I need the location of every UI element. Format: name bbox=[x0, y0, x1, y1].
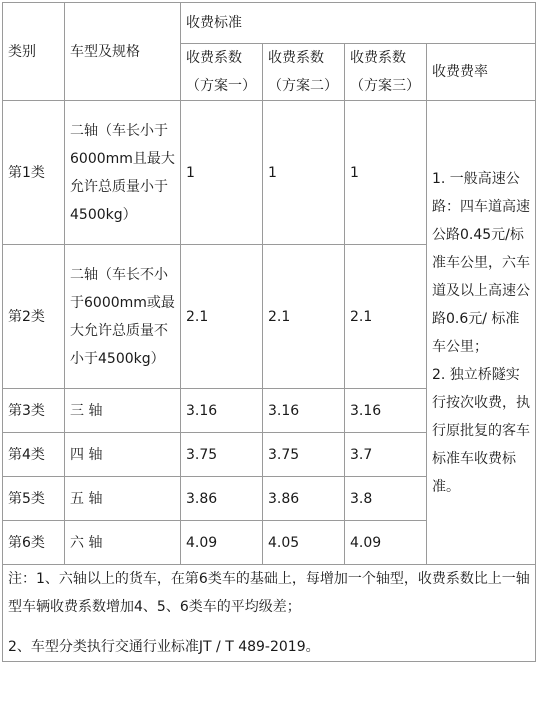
notes-row bbox=[3, 565, 536, 662]
category-cell: 第1类 bbox=[3, 101, 65, 245]
rate-item-1: 1. 一般高速公路：四车道高速公路0.45元/标准车公里，六车道及以上高速公路0.6元/ 标准车公里； bbox=[432, 170, 530, 355]
header-row-1 bbox=[3, 3, 536, 44]
coef-cell: 1 bbox=[181, 101, 263, 245]
header-rate: 收费费率 bbox=[427, 44, 536, 101]
coef-cell: 3.86 bbox=[181, 477, 263, 521]
toll-fee-table bbox=[2, 2, 536, 662]
coef-cell: 3.75 bbox=[181, 433, 263, 477]
coef-label: 收费系数 bbox=[268, 50, 324, 66]
coef-cell: 3.8 bbox=[345, 477, 427, 521]
coef-cell: 4.05 bbox=[263, 521, 345, 565]
coef-cell: 1 bbox=[345, 101, 427, 245]
plan-label: （方案三） bbox=[350, 78, 420, 94]
header-vehicle-spec: 车型及规格 bbox=[65, 3, 181, 101]
coef-cell: 4.09 bbox=[345, 521, 427, 565]
coef-cell: 3.16 bbox=[181, 389, 263, 433]
category-cell: 第2类 bbox=[3, 245, 65, 389]
coef-label: 收费系数 bbox=[186, 50, 242, 66]
coef-cell: 2.1 bbox=[181, 245, 263, 389]
plan-label: （方案一） bbox=[186, 78, 256, 94]
spec-cell: 二轴（车长小于6000mm且最大允许总质量小于4500kg） bbox=[65, 101, 181, 245]
note-1: 注：1、六轴以上的货车，在第6类车的基础上，每增加一个轴型，收费系数比上一轴型车辆收费系数增加4、5、6类车的平均级差； bbox=[8, 571, 530, 615]
header-coef-plan3 bbox=[345, 44, 427, 101]
coef-cell: 3.75 bbox=[263, 433, 345, 477]
plan-label: （方案二） bbox=[268, 78, 338, 94]
notes-cell bbox=[3, 565, 536, 662]
coef-label: 收费系数 bbox=[350, 50, 406, 66]
rate-cell bbox=[427, 101, 536, 565]
header-coef-plan2 bbox=[263, 44, 345, 101]
category-cell: 第5类 bbox=[3, 477, 65, 521]
coef-cell: 2.1 bbox=[345, 245, 427, 389]
spec-cell: 五 轴 bbox=[65, 477, 181, 521]
category-cell: 第3类 bbox=[3, 389, 65, 433]
spec-cell: 二轴（车长不小于6000mm或最大允许总质量不小于4500kg） bbox=[65, 245, 181, 389]
coef-cell: 4.09 bbox=[181, 521, 263, 565]
header-fee-standard: 收费标准 bbox=[181, 3, 536, 44]
header-coef-plan1 bbox=[181, 44, 263, 101]
spec-cell: 四 轴 bbox=[65, 433, 181, 477]
coef-cell: 3.16 bbox=[345, 389, 427, 433]
spec-cell: 六 轴 bbox=[65, 521, 181, 565]
coef-cell: 1 bbox=[263, 101, 345, 245]
category-cell: 第4类 bbox=[3, 433, 65, 477]
coef-cell: 3.7 bbox=[345, 433, 427, 477]
coef-cell: 3.16 bbox=[263, 389, 345, 433]
category-cell: 第6类 bbox=[3, 521, 65, 565]
table-row bbox=[3, 101, 536, 245]
rate-item-2: 2. 独立桥隧实行按次收费，执行原批复的客车标准车收费标准。 bbox=[432, 366, 530, 495]
spec-cell: 三 轴 bbox=[65, 389, 181, 433]
header-category: 类别 bbox=[3, 3, 65, 101]
note-2: 2、车型分类执行交通行业标准JT / T 489-2019。 bbox=[8, 639, 320, 655]
coef-cell: 3.86 bbox=[263, 477, 345, 521]
coef-cell: 2.1 bbox=[263, 245, 345, 389]
